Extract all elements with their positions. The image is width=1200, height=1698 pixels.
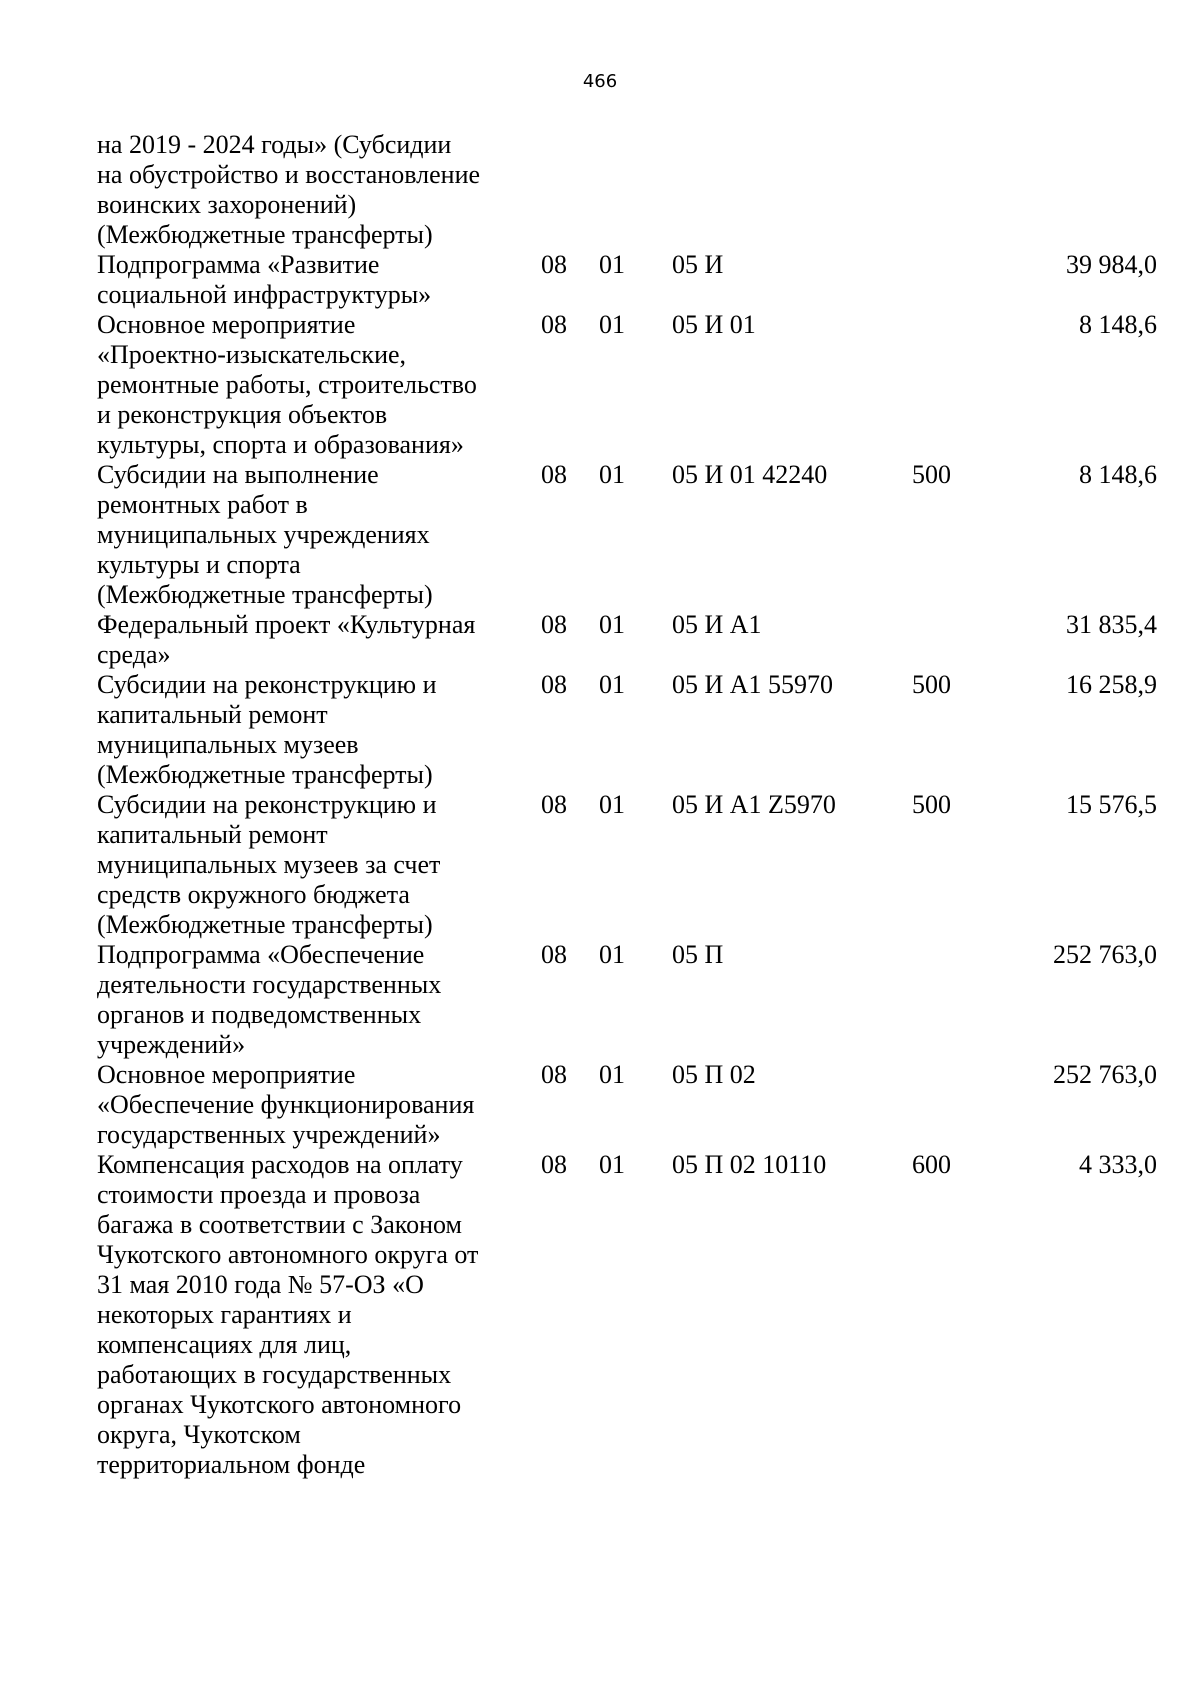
row-section-code: 08 xyxy=(541,610,567,639)
row-amount: 8 148,6 xyxy=(1079,310,1157,339)
page-number: 466 xyxy=(582,71,618,92)
row-amount: 15 576,5 xyxy=(1066,790,1157,819)
row-subsection-code: 01 xyxy=(599,670,625,699)
table-row xyxy=(97,610,1157,670)
table-row xyxy=(97,670,1157,790)
table-row xyxy=(97,940,1157,1060)
row-name: Субсидии на выполнение ремонтных работ в муниципальных учреждениях культуры и спорта (Межбюджетные трансферты) xyxy=(97,460,433,609)
row-target-article-code: 05 И A1 xyxy=(672,610,762,639)
row-subsection-code: 01 xyxy=(599,1060,625,1089)
row-subsection-code: 01 xyxy=(599,940,625,969)
row-name: Субсидии на реконструкцию и капитальный ремонт муниципальных музеев (Межбюджетные трансферты) xyxy=(97,670,437,789)
table-row xyxy=(97,250,1157,310)
row-subsection-code: 01 xyxy=(599,250,625,279)
row-subsection-code: 01 xyxy=(599,310,625,339)
row-target-article-code: 05 И 01 xyxy=(672,310,756,339)
row-amount: 16 258,9 xyxy=(1066,670,1157,699)
row-name: Компенсация расходов на оплату стоимости проезда и провоза багажа в соответствии с Законом Чукотского автономного округа от 31 мая 2010 года № 57-ОЗ «О некоторых гарантиях и компенсациях для лиц, работающих в государственных органах Чукотского автономного округа, Чукотском территориальном фонде xyxy=(97,1150,479,1479)
row-target-article-code: 05 П 02 10110 xyxy=(672,1150,827,1179)
row-name: Субсидии на реконструкцию и капитальный ремонт муниципальных музеев за счет средств окружного бюджета (Межбюджетные трансферты) xyxy=(97,790,441,939)
row-section-code: 08 xyxy=(541,460,567,489)
table-row xyxy=(97,1060,1157,1150)
budget-table xyxy=(97,130,1157,1480)
row-section-code: 08 xyxy=(541,250,567,279)
table-row xyxy=(97,790,1157,940)
row-amount: 4 333,0 xyxy=(1079,1150,1157,1179)
row-amount: 31 835,4 xyxy=(1066,610,1157,639)
row-subsection-code: 01 xyxy=(599,790,625,819)
row-target-article-code: 05 И 01 42240 xyxy=(672,460,828,489)
row-section-code: 08 xyxy=(541,790,567,819)
row-target-article-code: 05 П 02 xyxy=(672,1060,756,1089)
row-name: на 2019 - 2024 годы» (Субсидии на обустройство и восстановление воинских захоронений) (Межбюджетные трансферты) xyxy=(97,130,481,249)
row-amount: 8 148,6 xyxy=(1079,460,1157,489)
row-expense-type-code: 600 xyxy=(912,1150,951,1179)
row-expense-type-code: 500 xyxy=(912,460,951,489)
row-amount: 39 984,0 xyxy=(1066,250,1157,279)
row-section-code: 08 xyxy=(541,670,567,699)
row-name: Федеральный проект «Культурная среда» xyxy=(97,610,476,669)
table-row xyxy=(97,1150,1157,1480)
row-subsection-code: 01 xyxy=(599,460,625,489)
row-target-article-code: 05 П xyxy=(672,940,724,969)
row-name: Основное мероприятие «Обеспечение функционирования государственных учреждений» xyxy=(97,1060,475,1149)
row-section-code: 08 xyxy=(541,1060,567,1089)
row-target-article-code: 05 И A1 55970 xyxy=(672,670,834,699)
row-name: Основное мероприятие «Проектно-изыскательские, ремонтные работы, строительство и реконструкция объектов культуры, спорта и образования» xyxy=(97,310,477,459)
row-subsection-code: 01 xyxy=(599,610,625,639)
row-subsection-code: 01 xyxy=(599,1150,625,1179)
row-target-article-code: 05 И xyxy=(672,250,724,279)
row-target-article-code: 05 И A1 Z5970 xyxy=(672,790,836,819)
row-amount: 252 763,0 xyxy=(1053,940,1157,969)
row-expense-type-code: 500 xyxy=(912,670,951,699)
row-section-code: 08 xyxy=(541,940,567,969)
row-section-code: 08 xyxy=(541,1150,567,1179)
row-amount: 252 763,0 xyxy=(1053,1060,1157,1089)
row-section-code: 08 xyxy=(541,310,567,339)
row-expense-type-code: 500 xyxy=(912,790,951,819)
table-row xyxy=(97,130,1157,250)
table-row xyxy=(97,310,1157,460)
row-name: Подпрограмма «Обеспечение деятельности государственных органов и подведомственных учреждений» xyxy=(97,940,442,1059)
table-row xyxy=(97,460,1157,610)
row-name: Подпрограмма «Развитие социальной инфраструктуры» xyxy=(97,250,432,309)
